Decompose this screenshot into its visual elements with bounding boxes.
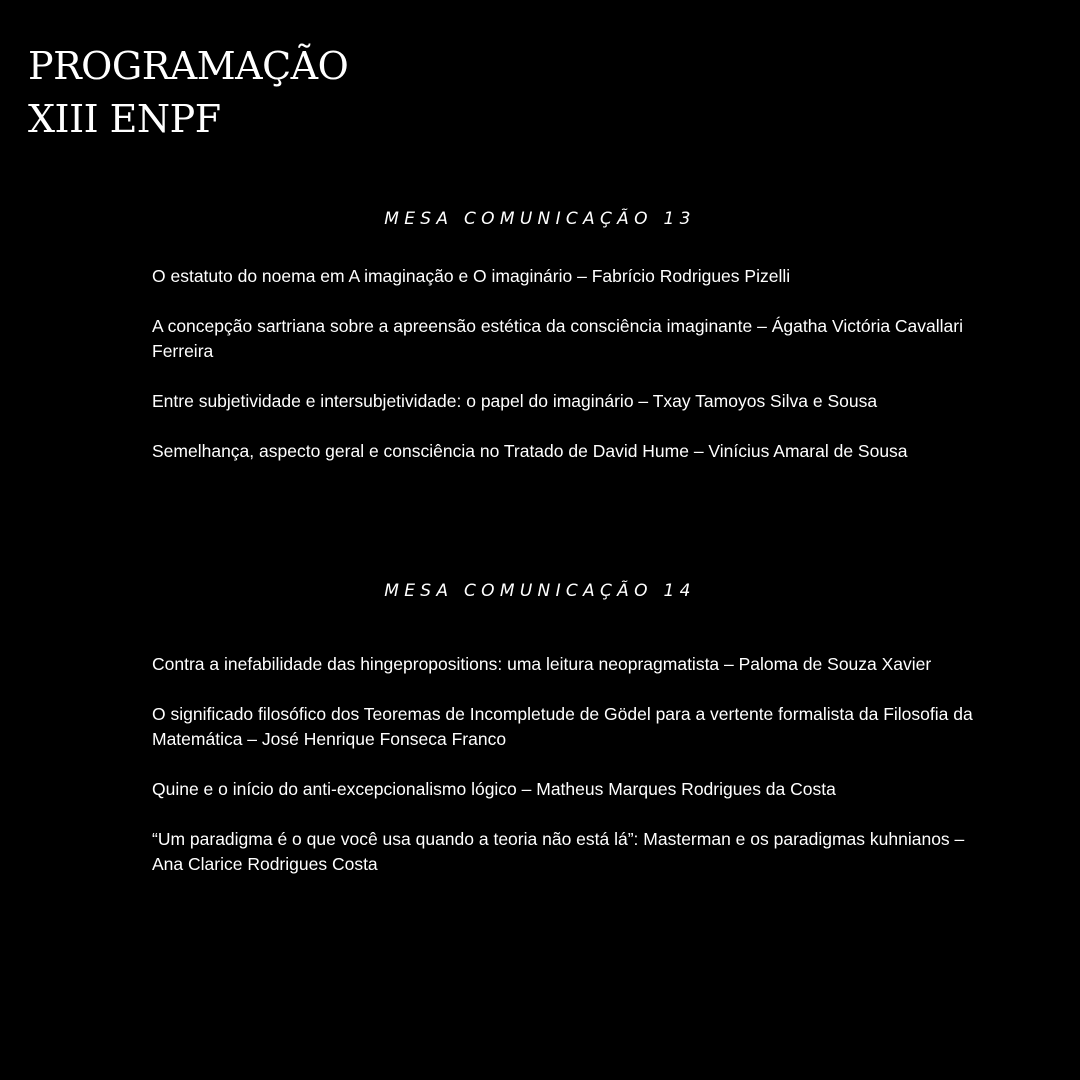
- talk-item: A concepção sartriana sobre a apreensão estética da consciência imaginante – Ágatha Victória Cavallari Ferreira: [152, 316, 963, 361]
- talk-item: Semelhança, aspecto geral e consciência no Tratado de David Hume – Vinícius Amaral de Sousa: [152, 441, 908, 461]
- talk-item: Entre subjetividade e intersubjetividade: o papel do imaginário – Txay Tamoyos Silva e Sousa: [152, 391, 878, 411]
- talk-item: O significado filosófico dos Teoremas de Incompletude de Gödel para a vertente formalista da Filosofia da Matemática – José Henrique Fonseca Franco: [152, 704, 973, 749]
- page-title: [28, 40, 348, 146]
- page-title-line-1: PROGRAMAÇÃO: [28, 44, 349, 88]
- session-mesa-13: [152, 206, 1012, 489]
- talk-item: O estatuto do noema em A imaginação e O imaginário – Fabrício Rodrigues Pizelli: [152, 266, 791, 286]
- session-mesa-14: [152, 578, 1012, 902]
- talk-list: [152, 652, 1012, 877]
- session-heading: MESA COMUNICAÇÃO 14: [384, 581, 696, 601]
- talk-item: Contra a inefabilidade das hingepropositions: uma leitura neopragmatista – Paloma de Souza Xavier: [152, 654, 932, 674]
- session-heading: MESA COMUNICAÇÃO 13: [384, 209, 696, 229]
- talk-item: “Um paradigma é o que você usa quando a teoria não está lá”: Masterman e os paradigmas kuhnianos – Ana Clarice Rodrigues Costa: [152, 829, 965, 874]
- talk-list: [152, 264, 1012, 464]
- talk-item: Quine e o início do anti-excepcionalismo lógico – Matheus Marques Rodrigues da Costa: [152, 779, 836, 799]
- page-title-line-2: XIII ENPF: [28, 97, 221, 141]
